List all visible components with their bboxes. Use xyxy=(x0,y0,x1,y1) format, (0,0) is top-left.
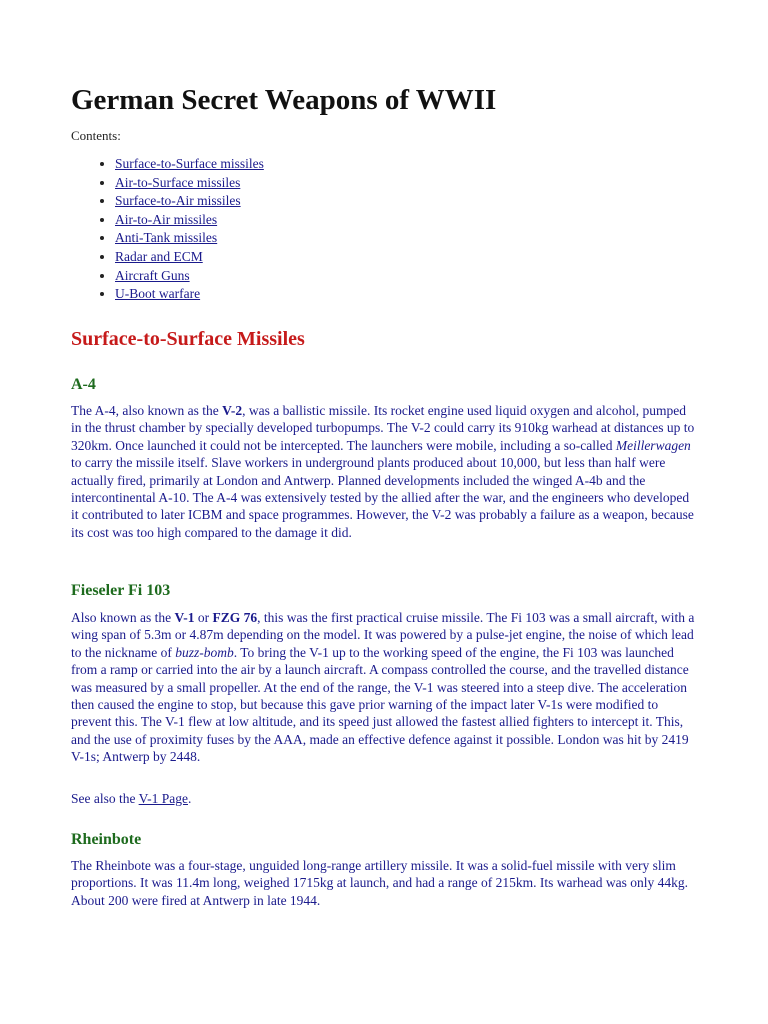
toc-link-air-to-air[interactable]: Air-to-Air missiles xyxy=(115,211,218,227)
toc-link-air-to-surface[interactable]: Air-to-Surface missiles xyxy=(115,174,241,190)
toc-link-anti-tank[interactable]: Anti-Tank missiles xyxy=(115,230,218,246)
buzz-bomb-term: buzz-bomb xyxy=(175,644,234,660)
see-also-text: See also the xyxy=(71,791,139,806)
toc-item xyxy=(115,285,264,304)
text-run: to carry the missile itself. Slave workers in underground plants produced about 10,000, but less than half were actually fired, primarily at London and Antwerp. Planned developments included the winged A-4b and the intercontinental A-10. The A-4 was extensively tested by the allied after the war, and the engineers who developed it contributed to later ICBM and space programmes. However, the V-2 was probably a failure as a weapon, because its cost was too high compared to the damage it did. xyxy=(71,455,694,540)
v2-name: V-2 xyxy=(222,403,243,418)
a4-paragraph xyxy=(71,402,699,541)
rheinbote-paragraph: The Rheinbote was a four-stage, unguided long-range artillery missile. It was a solid-fuel missile with very slim proportions. It was 11.4m long, weighed 1715kg at launch, and had a range of 215km. Its warhead was only 44kg. About 200 were fired at Antwerp in late 1944. xyxy=(71,858,688,908)
meillerwagen-term: Meillerwagen xyxy=(615,437,691,453)
fi103-paragraph xyxy=(71,609,699,766)
text-run: or xyxy=(194,610,213,625)
toc-link-u-boot[interactable]: U-Boot warfare xyxy=(115,286,201,302)
toc-item xyxy=(115,211,264,230)
text-run: , was a ballistic missile. Its rocket engine used liquid oxygen and alcohol, pumped in the thrust chamber by specially developed turbopumps. The V-2 could carry its 910kg warhead at distances up to 320km. Once launched it could not be intercepted. The launchers were mobile, including a so-called xyxy=(71,403,695,453)
fi103-heading: Fieseler Fi 103 xyxy=(71,582,171,599)
toc-item xyxy=(115,174,264,193)
contents-label: Contents: xyxy=(71,128,121,143)
text-run: . To bring the V-1 up to the working speed of the engine, the Fi 103 was launched from a ramp or carried into the air by a launch aircraft. A compass controlled the course, and the travelled distance was measured by a small propeller. At the end of the range, the V-1 was steered into a steep dive. The acceleration then caused the engine to stop, but because this gave prior warning of the impact later V-1s were modified to prevent this. The V-1 flew at low altitude, and its speed just allowed the fastest allied fighters to intercept it. This, and the use of proximity fuses by the AAA, made an effective defence against it possible. London was hit by 2419 V-1s; Antwerp by 2448. xyxy=(71,644,689,765)
v1-name: V-1 xyxy=(174,610,195,625)
toc-link-surface-to-air[interactable]: Surface-to-Air missiles xyxy=(115,193,241,209)
toc-item xyxy=(115,229,264,248)
toc-link-surface-to-surface[interactable]: Surface-to-Surface missiles xyxy=(115,156,264,171)
toc-item xyxy=(115,248,264,267)
section-title: Surface-to-Surface Missiles xyxy=(71,328,305,350)
toc-item xyxy=(115,192,264,211)
text-run: The A-4, also known as the xyxy=(71,403,223,418)
text-run: . xyxy=(188,791,192,806)
table-of-contents xyxy=(96,155,264,304)
a4-heading: A-4 xyxy=(71,376,96,393)
toc-item xyxy=(115,155,264,174)
text-run: Also known as the xyxy=(71,610,175,625)
text-run: , this was the first practical cruise missile. The Fi 103 was a small aircraft, with a wing span of 5.3m or 4.87m depending on the model. It was powered by a pulse-jet engine, the noise of which lead to the nickname of xyxy=(71,610,695,660)
fzg76-name: FZG 76 xyxy=(212,610,258,625)
see-also-line xyxy=(71,790,699,807)
toc-link-aircraft-guns[interactable]: Aircraft Guns xyxy=(115,267,190,283)
v1-page-link[interactable]: V-1 Page xyxy=(138,791,188,806)
rheinbote-heading: Rheinbote xyxy=(71,831,142,848)
page-title: German Secret Weapons of WWII xyxy=(71,84,497,116)
toc-item xyxy=(115,267,264,286)
toc-link-radar-ecm[interactable]: Radar and ECM xyxy=(115,248,203,264)
